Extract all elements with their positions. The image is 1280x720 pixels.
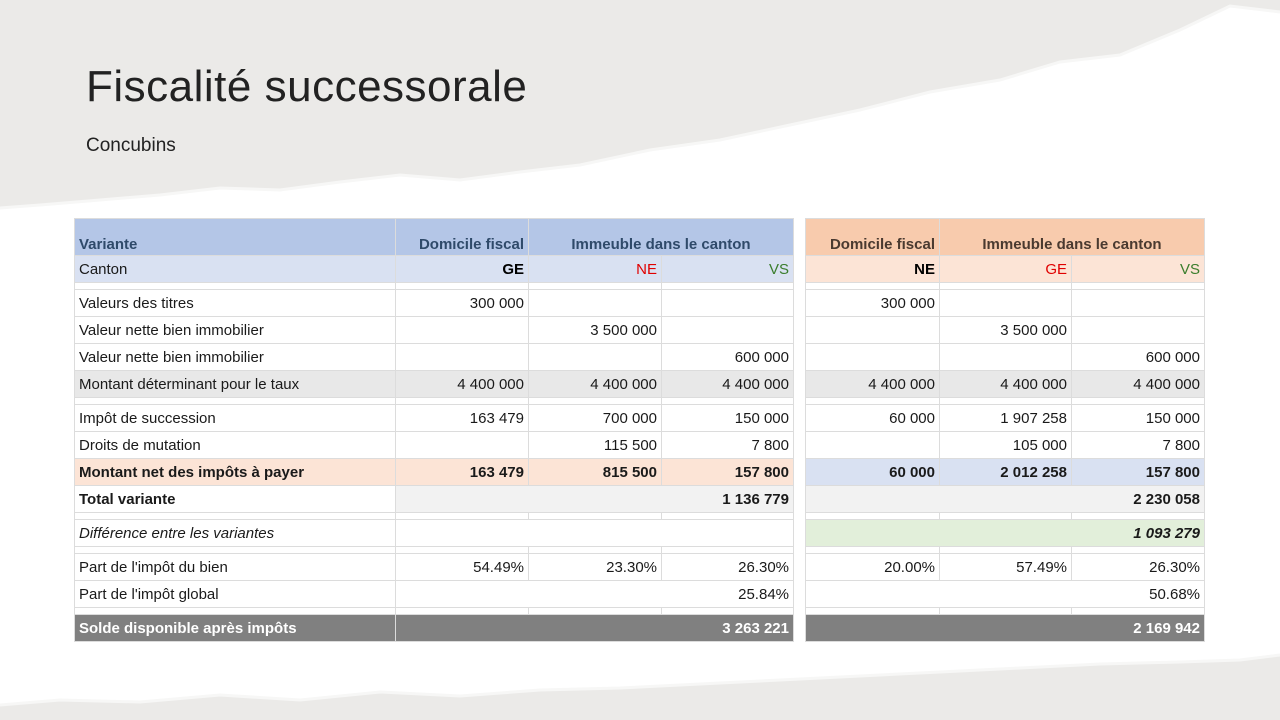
cell: 157 800 <box>662 459 794 486</box>
header-right-domicile: Domicile fiscal <box>806 219 940 256</box>
cell <box>1072 290 1205 317</box>
cell: 157 800 <box>1072 459 1205 486</box>
cell: 25.84% <box>396 581 794 608</box>
cell: 57.49% <box>940 554 1072 581</box>
tax-comparison-table <box>74 218 1204 650</box>
table-row <box>75 344 1205 371</box>
cell: 50.68% <box>806 581 1205 608</box>
canton-row <box>75 256 1205 283</box>
table-row <box>75 290 1205 317</box>
cell <box>806 432 940 459</box>
row-label: Valeurs des titres <box>75 290 396 317</box>
cell: 163 479 <box>396 405 529 432</box>
cell: 700 000 <box>529 405 662 432</box>
cell: 54.49% <box>396 554 529 581</box>
cell <box>940 290 1072 317</box>
cell: 150 000 <box>662 405 794 432</box>
row-label: Montant net des impôts à payer <box>75 459 396 486</box>
slide-title: Fiscalité successorale <box>86 62 528 111</box>
cell <box>940 344 1072 371</box>
canton-left-3: VS <box>662 256 794 283</box>
cell: 7 800 <box>1072 432 1205 459</box>
cell: 150 000 <box>1072 405 1205 432</box>
cell <box>662 317 794 344</box>
header-left-domicile: Domicile fiscal <box>396 219 529 256</box>
cell: 60 000 <box>806 405 940 432</box>
canton-label: Canton <box>75 256 396 283</box>
cell <box>529 290 662 317</box>
cell: 23.30% <box>529 554 662 581</box>
cell: 1 136 779 <box>396 486 794 513</box>
cell: 1 093 279 <box>806 520 1205 547</box>
cell: 115 500 <box>529 432 662 459</box>
cell <box>529 344 662 371</box>
row-label: Part de l'impôt du bien <box>75 554 396 581</box>
cell: 4 400 000 <box>662 371 794 398</box>
cell: 2 012 258 <box>940 459 1072 486</box>
canton-left-1: GE <box>396 256 529 283</box>
cell: 26.30% <box>662 554 794 581</box>
cell: 815 500 <box>529 459 662 486</box>
cell: 600 000 <box>662 344 794 371</box>
header-variante: Variante <box>75 219 396 256</box>
canton-left-2: NE <box>529 256 662 283</box>
header-left-immeuble: Immeuble dans le canton <box>529 219 794 256</box>
cell: 2 230 058 <box>806 486 1205 513</box>
net-total-row <box>75 459 1205 486</box>
row-label: Différence entre les variantes <box>75 520 396 547</box>
table-row <box>75 405 1205 432</box>
cell: 1 907 258 <box>940 405 1072 432</box>
cell <box>396 317 529 344</box>
canton-right-3: VS <box>1072 256 1205 283</box>
cell: 2 169 942 <box>806 615 1205 642</box>
solde-row <box>75 615 1205 642</box>
row-label: Part de l'impôt global <box>75 581 396 608</box>
table-row <box>75 554 1205 581</box>
row-label: Valeur nette bien immobilier <box>75 344 396 371</box>
difference-row <box>75 520 1205 547</box>
header-right-immeuble: Immeuble dans le canton <box>940 219 1205 256</box>
cell: 3 500 000 <box>529 317 662 344</box>
cell: 3 263 221 <box>396 615 794 642</box>
cell: 300 000 <box>806 290 940 317</box>
cell <box>806 344 940 371</box>
cell: 3 500 000 <box>940 317 1072 344</box>
cell: 600 000 <box>1072 344 1205 371</box>
table-row <box>75 432 1205 459</box>
cell <box>396 344 529 371</box>
cell: 7 800 <box>662 432 794 459</box>
cell: 163 479 <box>396 459 529 486</box>
canton-right-1: NE <box>806 256 940 283</box>
cell: 4 400 000 <box>1072 371 1205 398</box>
cell: 4 400 000 <box>396 371 529 398</box>
slide-subtitle: Concubins <box>86 135 176 156</box>
table-row <box>75 317 1205 344</box>
cell: 4 400 000 <box>529 371 662 398</box>
cell: 4 400 000 <box>806 371 940 398</box>
row-label: Total variante <box>75 486 396 513</box>
cell <box>396 432 529 459</box>
row-label: Montant déterminant pour le taux <box>75 371 396 398</box>
cell: 26.30% <box>1072 554 1205 581</box>
cell: 60 000 <box>806 459 940 486</box>
cell <box>1072 317 1205 344</box>
cell: 20.00% <box>806 554 940 581</box>
cell: 105 000 <box>940 432 1072 459</box>
canton-right-2: GE <box>940 256 1072 283</box>
cell <box>662 290 794 317</box>
row-label: Droits de mutation <box>75 432 396 459</box>
row-label: Solde disponible après impôts <box>75 615 396 642</box>
cell: 300 000 <box>396 290 529 317</box>
header-row <box>75 219 1205 256</box>
table-row <box>75 581 1205 608</box>
total-variante-row <box>75 486 1205 513</box>
cell: 4 400 000 <box>940 371 1072 398</box>
row-label: Impôt de succession <box>75 405 396 432</box>
cell <box>806 317 940 344</box>
row-label: Valeur nette bien immobilier <box>75 317 396 344</box>
table-row <box>75 371 1205 398</box>
